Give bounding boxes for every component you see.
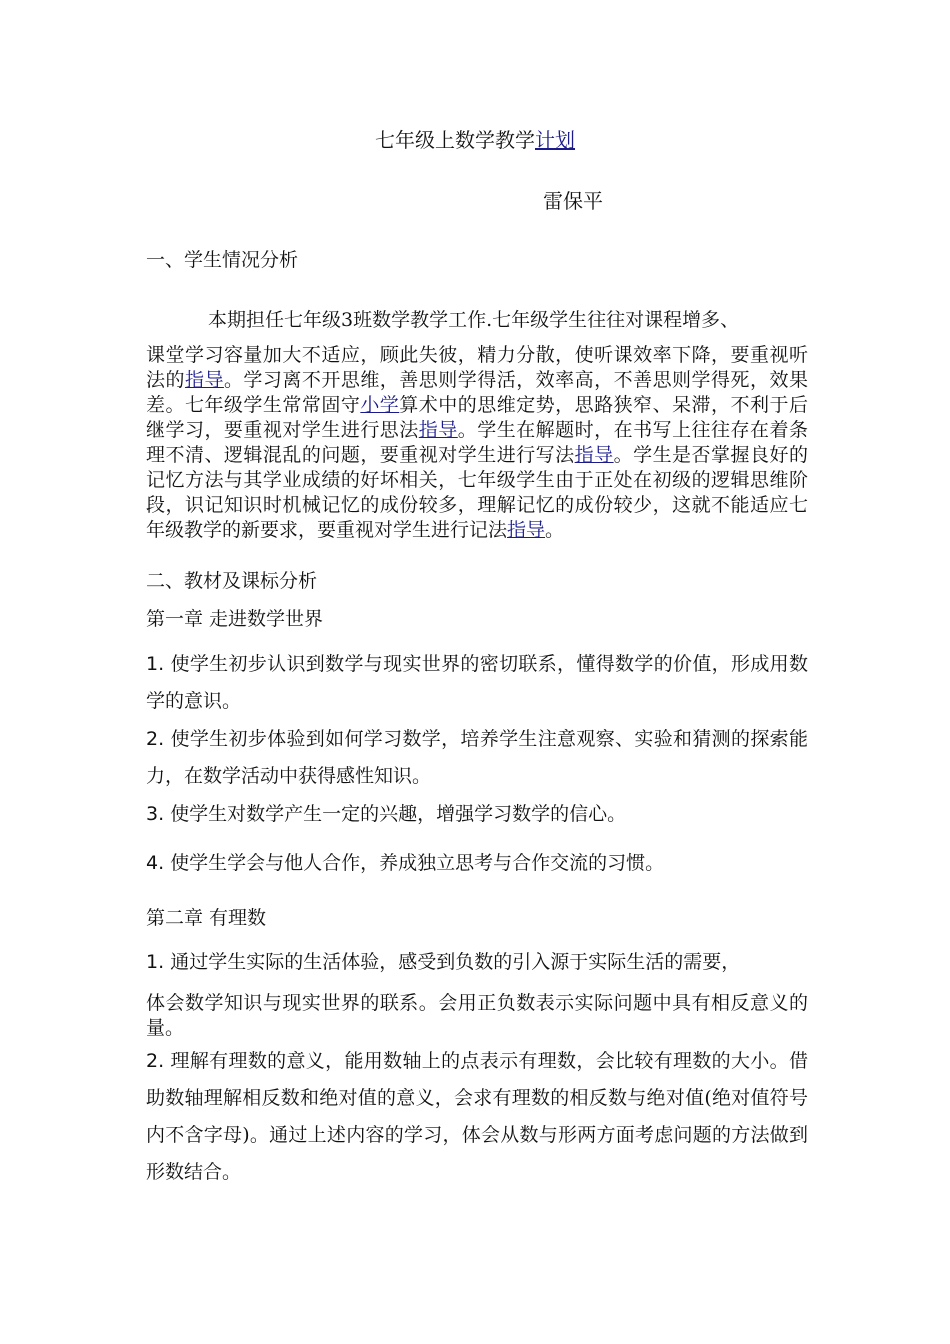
link-guidance-2[interactable]: 指导 (418, 419, 458, 441)
para-text: 。学生是否掌握良好的记忆方法与其学业成绩的好坏相关，七年级学生由于正处在初级的逻辑思维阶段，识记知识时机械记忆的成份较多，理解记忆的成份较少，这就不能适应七年级教学的新要求，要重视对学生进行记法 (146, 444, 808, 541)
chapter1-item-3 (146, 796, 808, 833)
item-number: 2. (146, 728, 165, 750)
item-number: 2. (146, 1050, 165, 1072)
item-number: 3. (146, 803, 165, 825)
chapter1-item-1 (146, 646, 808, 720)
chapter1-heading: 第一章 走进数学世界 (146, 608, 324, 630)
para-text: 课堂学习容量加大不适应，顾此失彼，精力分散，使听课效率下降，要重视听法的 (146, 344, 808, 391)
item-text: 通过学生实际的生活体验，感受到负数的引入源于实际生活的需要， (170, 951, 741, 973)
item-text: 使学生学会与他人合作，养成独立思考与合作交流的习惯。 (164, 852, 665, 874)
link-primary-school[interactable]: 小学 (360, 394, 400, 416)
item-number: 1. (146, 653, 165, 675)
chapter1-item-4 (146, 845, 808, 882)
para-text: 。 (545, 519, 565, 541)
para-text: 。学习离不开思维，善思则学得活，效率高，不善思则学得死，效果差。七年级学生常常固守 (146, 369, 808, 416)
item-text: 使学生初步体验到如何学习数学，培养学生注意观察、实验和猜测的探索能力，在数学活动中获得感性知识。 (146, 728, 808, 787)
author-name: 雷保平 (543, 189, 603, 213)
chapter2-heading: 第二章 有理数 (146, 907, 267, 929)
section1-first-line (146, 305, 808, 332)
chapter2-item-1-line1 (146, 944, 808, 981)
chapter2-item-2 (146, 1043, 808, 1191)
section2-heading: 二、教材及课标分析 (146, 570, 318, 592)
link-guidance-3[interactable]: 指导 (574, 444, 614, 466)
section1-paragraph (146, 343, 808, 543)
item-text: 理解有理数的意义，能用数轴上的点表示有理数，会比较有理数的大小。借助数轴理解相反数和绝对值的意义，会求有理数的相反数与绝对值(绝对值符号内不含字母)。通过上述内容的学习，体会从数与形两方面考虑问题的方法做到形数结合。 (146, 1050, 808, 1183)
item-text: 使学生对数学产生一定的兴趣，增强学习数学的信心。 (164, 803, 627, 825)
chapter2-item-1-rest: 体会数学知识与现实世界的联系。会用正负数表示实际问题中具有相反意义的量。 (146, 992, 808, 1039)
section1-first-line-text: 本期担任七年级3班数学教学工作.七年级学生往往对课程增多、 (208, 309, 740, 331)
title-link-plan[interactable]: 计划 (535, 128, 575, 152)
chapter1-item-2 (146, 721, 808, 795)
item-number: 4. (146, 852, 165, 874)
item-text: 使学生初步认识到数学与现实世界的密切联系，懂得数学的价值，形成用数学的意识。 (146, 653, 808, 712)
para-text: 。学生在解题时，在书写上往往存在着条理不清、逻辑混乱的问题，要重视对学生进行写法 (146, 419, 808, 466)
section1-heading: 一、学生情况分析 (146, 249, 299, 271)
title-text: 七年级上数学教学 (375, 128, 535, 152)
document-title (0, 124, 950, 153)
link-guidance-4[interactable]: 指导 (507, 519, 546, 541)
item-number: 1. (146, 951, 165, 973)
para-text: 算术中的思维定势，思路狭窄、呆滞，不利于后继学习，要重视对学生进行思法 (146, 394, 808, 441)
link-guidance-1[interactable]: 指导 (184, 369, 224, 391)
